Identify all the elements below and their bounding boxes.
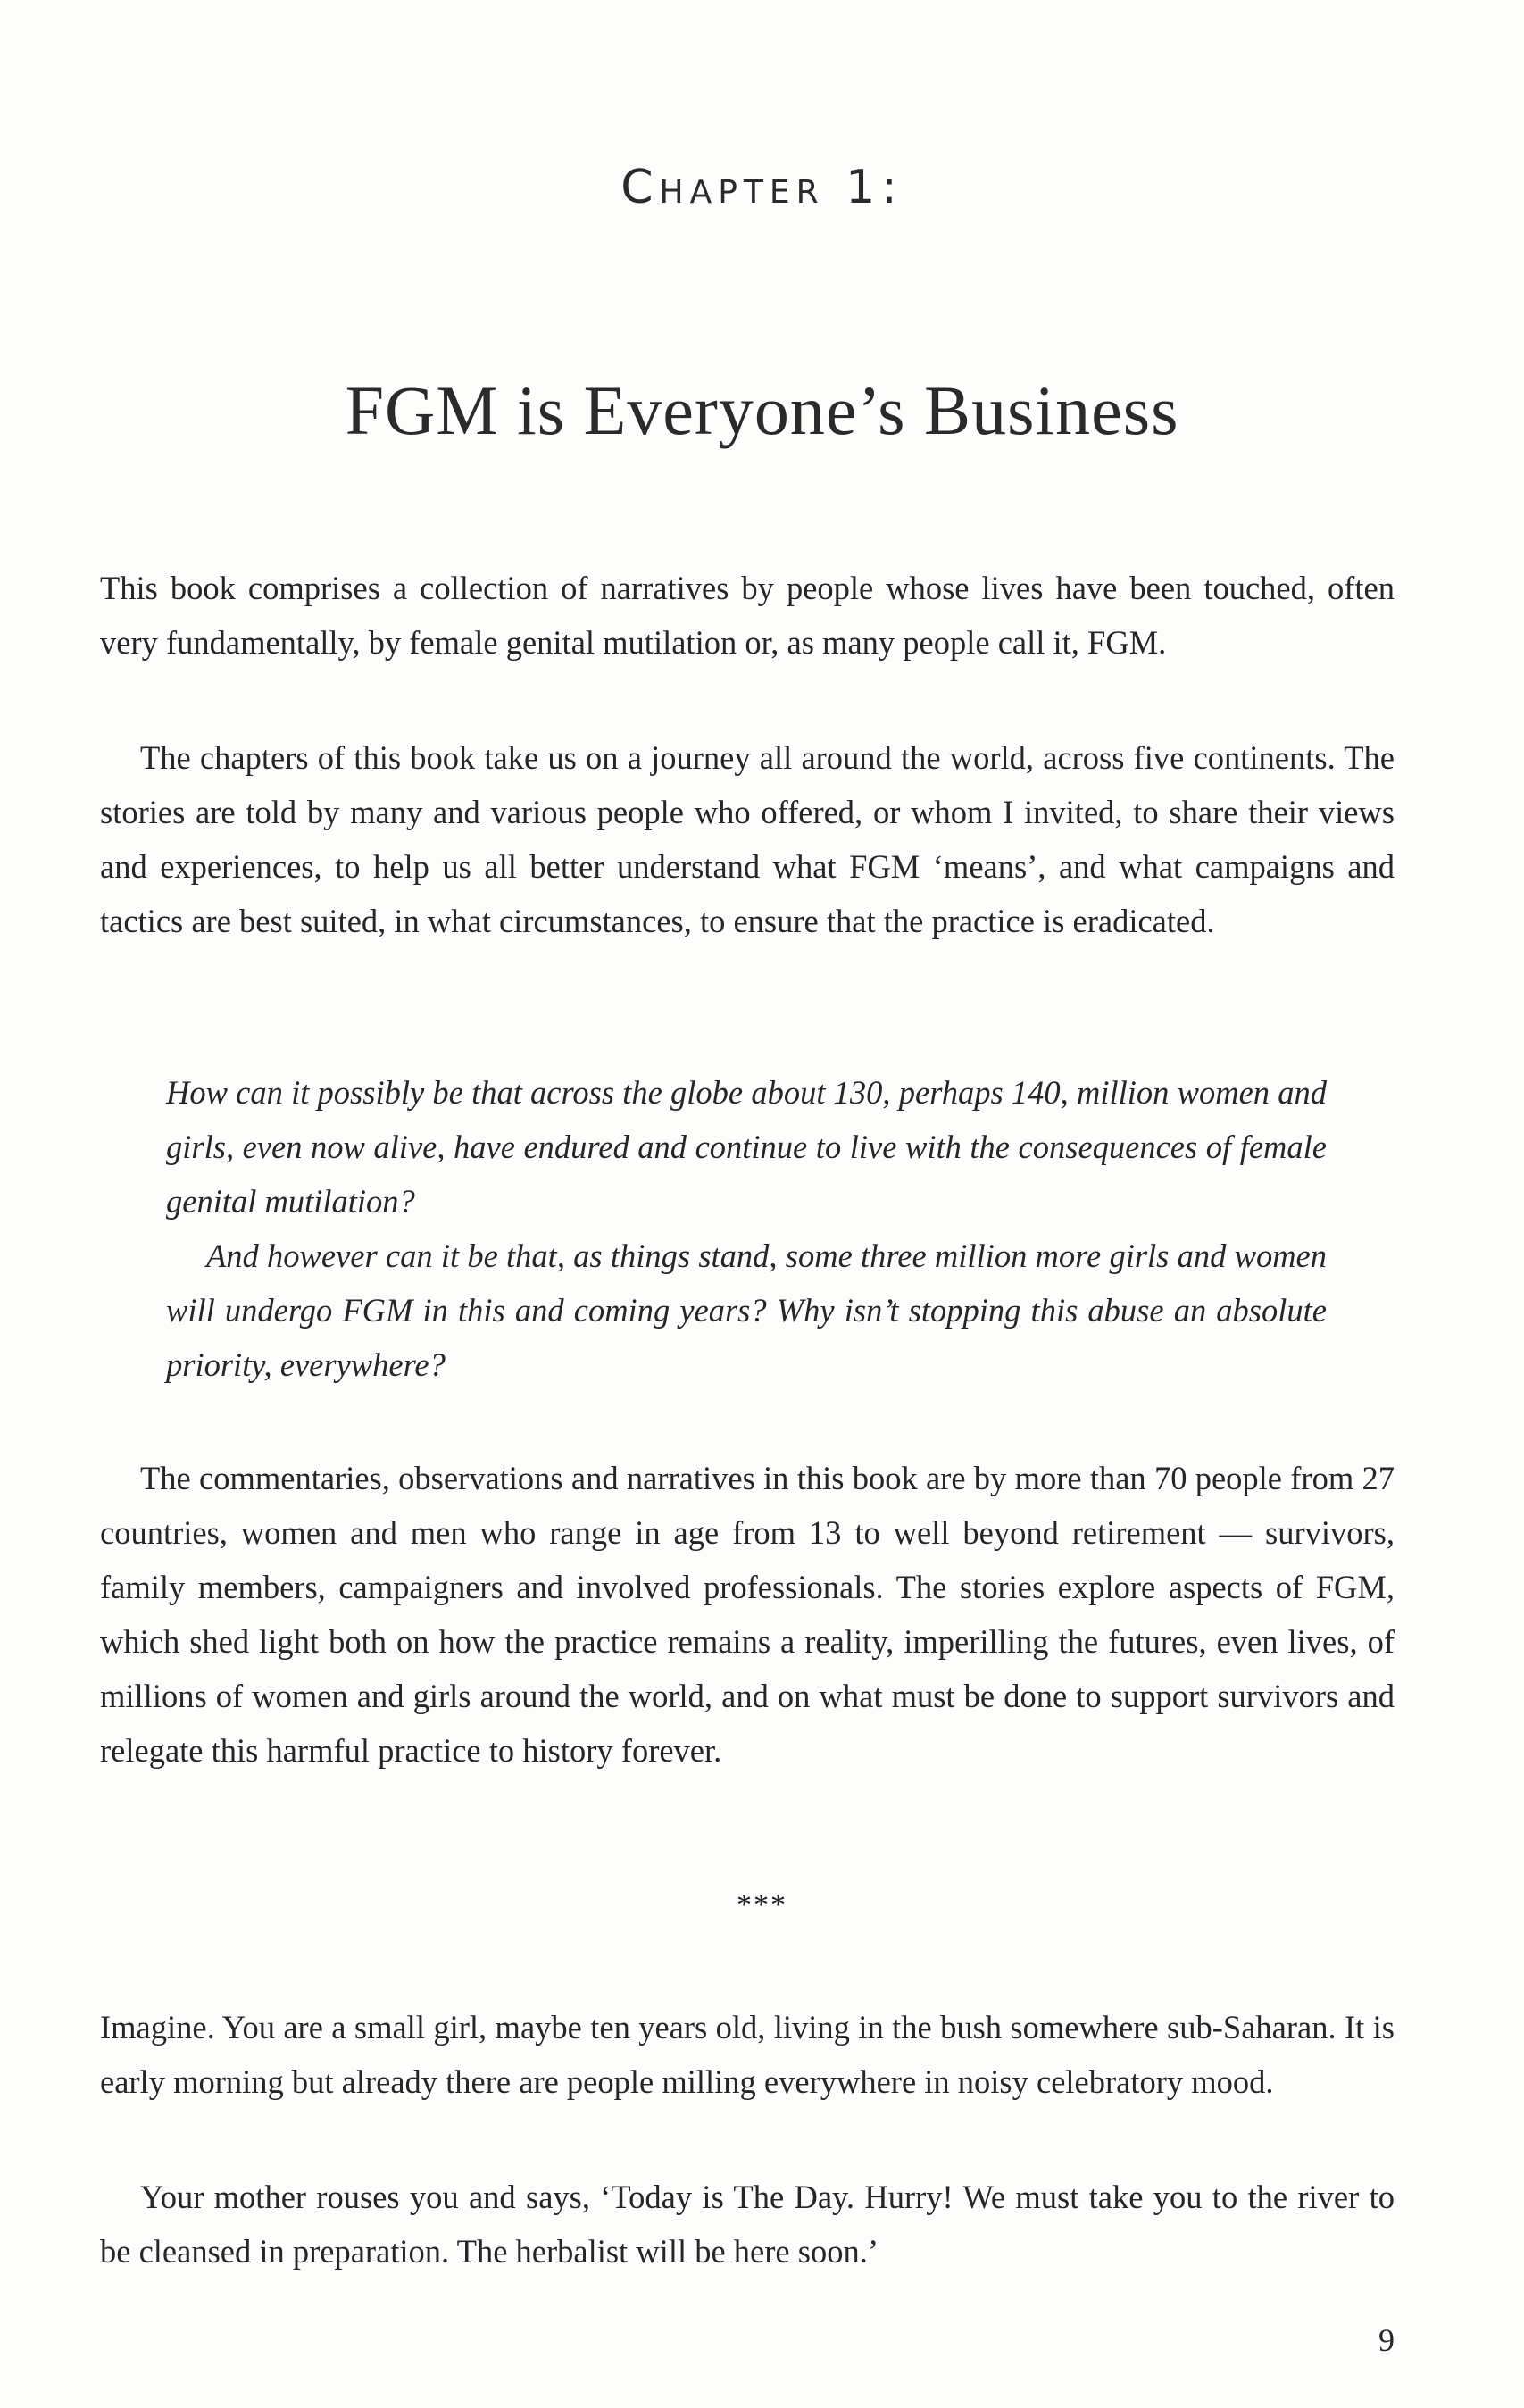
imagine-paragraph: Imagine. You are a small girl, maybe ten years old, living in the bush somewhere sub-Saharan. It is early morning but already there are people milling everywhere in noisy celebratory mood. (100, 2009, 1395, 2100)
section-separator: *** (737, 1888, 787, 1921)
intro-paragraph: This book comprises a collection of narratives by people whose lives have been touched, often very fundamentally, by female genital mutilation or, as many people call it, FGM. (100, 570, 1395, 661)
commentaries-paragraph: The commentaries, observations and narratives in this book are by more than 70 people from 27 countries, women and men who range in age from 13 to well beyond retirement — survivors, family members, campaigners and involved professionals. The stories explore aspects of FGM, which shed light both on how the practice remains a reality, imperilling the futures, even lives, of millions of women and girls around the world, and on what must be done to support survivors and relegate this harmful practice to history forever. (100, 1460, 1395, 1769)
journey-paragraph: The chapters of this book take us on a journey all around the world, across five continents. The stories are told by many and various people who offered, or whom I invited, to share their views and experiences, to help us all better understand what FGM ‘means’, and what campaigns and tactics are best suited, in what circumstances, to ensure that the practice is eradicated. (100, 739, 1395, 939)
mother-paragraph: Your mother rouses you and says, ‘Today is The Day. Hurry! We must take you to the river to be cleansed in preparation. The herbalist will be here soon.’ (100, 2179, 1395, 2270)
page-number: 9 (1378, 2322, 1395, 2358)
quote-paragraph: And however can it be that, as things stand, some three million more girls and women will undergo FGM in this and coming years? Why isn’t stopping this abuse an absolute priority, everywhere? (166, 1237, 1327, 1383)
chapter-label: Chapter 1: (620, 161, 904, 214)
chapter-title: FGM is Everyone’s Business (345, 371, 1179, 449)
quote-paragraph: How can it possibly be that across the globe about 130, perhaps 140, million women and girls, even now alive, have endured and continue to live with the consequences of female genital mutilation? (166, 1074, 1327, 1220)
